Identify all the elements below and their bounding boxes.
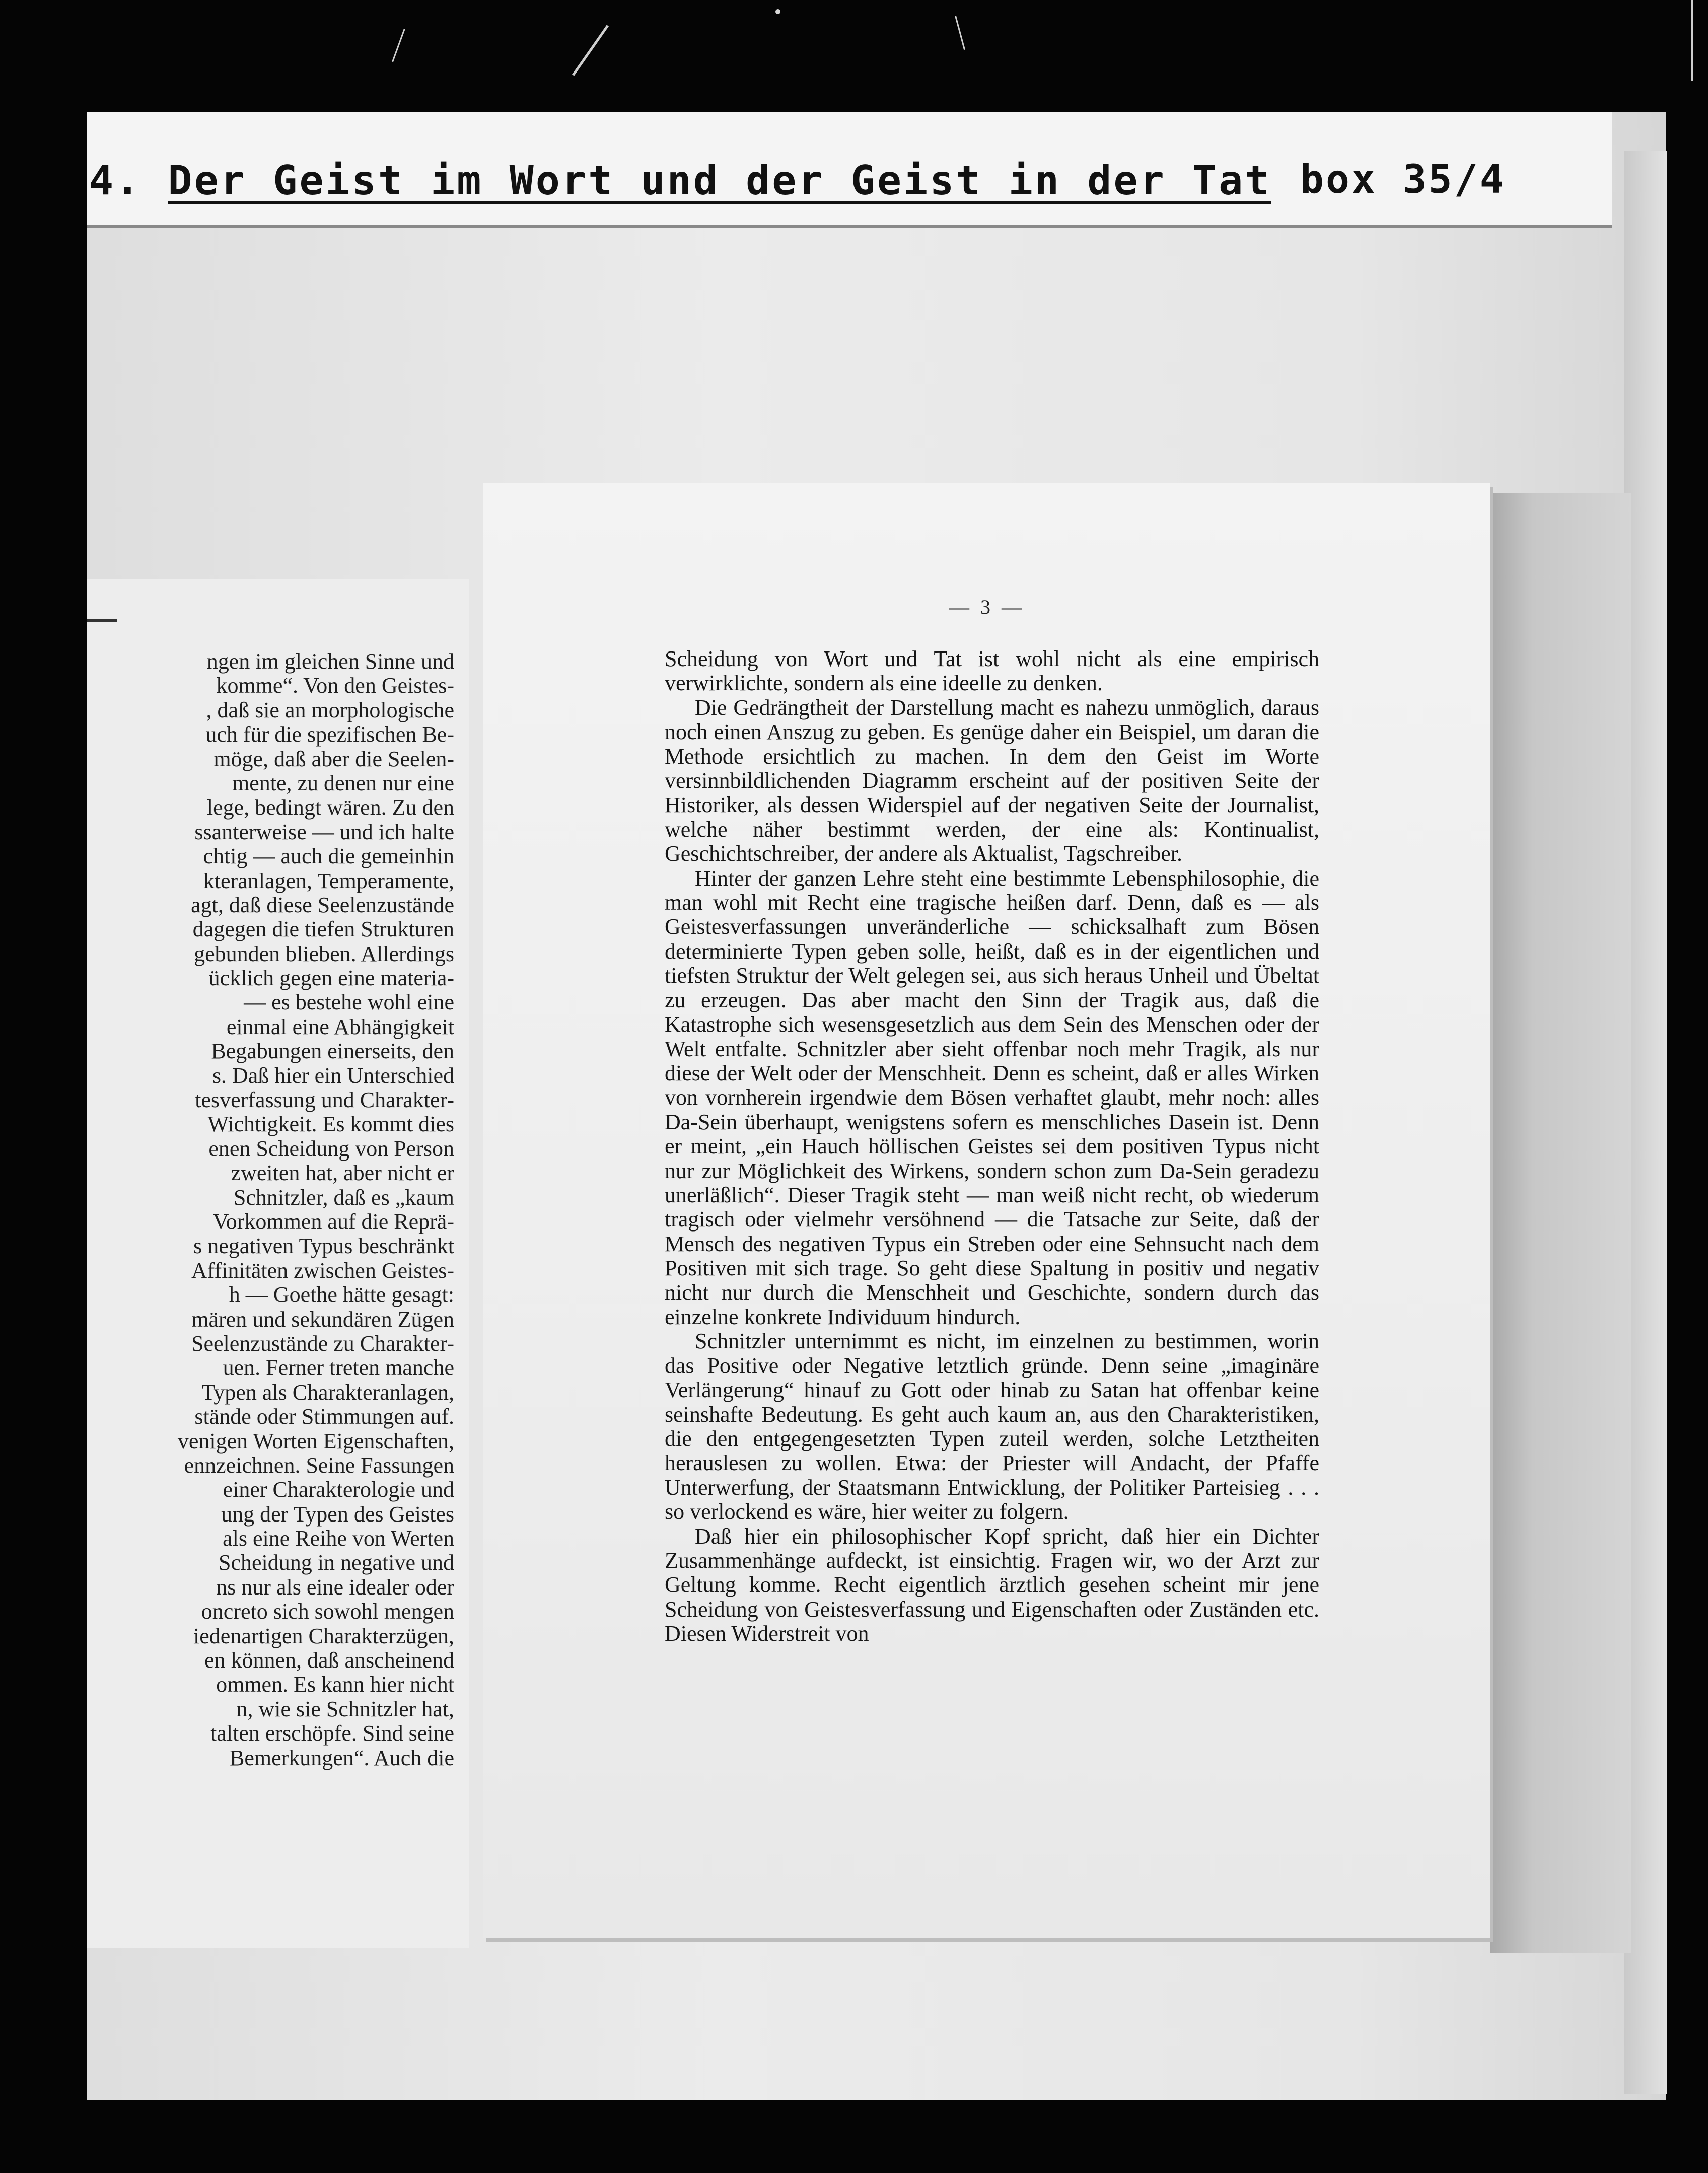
paragraph: Scheidung von Wort und Tat ist wohl nicht als eine empirisch verwirklichte, sondern als eine ideelle zu denken. (665, 646, 1319, 696)
left-page-line: ommen. Es kann hier nicht (216, 1672, 454, 1697)
film-speck (775, 9, 780, 14)
left-page-line: ennzeichnen. Seine Fassungen (184, 1453, 454, 1478)
film-scratch (572, 25, 609, 76)
left-page-line: kteranlagen, Temperamente, (203, 868, 454, 893)
left-page-line: ssanterweise — und ich halte (194, 819, 454, 844)
left-page-line: chtig — auch die gemeinhin (203, 844, 454, 869)
left-page-line: agt, daß diese Seelenzustände (191, 892, 454, 917)
newspaper-clipping (483, 483, 1490, 1938)
left-page-line: Scheidung in negative und (218, 1550, 454, 1575)
left-page-line: h — Goethe hätte gesagt: (229, 1282, 454, 1308)
header-label (87, 112, 1612, 228)
left-page-line: Bemerkungen“. Auch die (230, 1745, 454, 1770)
left-page-line: als eine Reihe von Werten (223, 1526, 454, 1551)
left-page-line: n, wie sie Schnitzler hat, (236, 1696, 454, 1721)
left-page-line: iedenartigen Charakterzügen, (193, 1623, 454, 1648)
left-page-line: ns nur als eine idealer oder (216, 1574, 454, 1600)
left-page-line: gebunden blieben. Allerdings (194, 941, 454, 966)
page-number: — 3 — (949, 596, 1025, 618)
left-page-line: mären und sekundären Zügen (191, 1307, 454, 1332)
left-page-line: talten erschöpfe. Sind seine (210, 1721, 454, 1746)
left-page-line: ngen im gleichen Sinne und (206, 649, 454, 674)
left-page-line: , daß sie an morphologische (206, 697, 454, 722)
left-page-line: s negativen Typus beschränkt (193, 1234, 454, 1259)
clipping-shadow (1490, 493, 1631, 1953)
paragraph: Daß hier ein philosophischer Kopf spricht, daß hier ein Dichter Zusammenhänge aufdeckt, ist einsichtig. Fragen wir, wo der Arzt zur Geltung komme. Recht eigentlich ärztlich gesehen scheint mir jene Scheidung von Geistesverfassung und Eigenschaften oder Zuständen etc. Diesen Widerstreit von (665, 1524, 1319, 1646)
left-page-line: venigen Worten Eigenschaften, (177, 1428, 454, 1454)
left-page-text (87, 649, 454, 1770)
left-page-line: Typen als Charakteranlagen, (201, 1380, 454, 1405)
left-page-line: Affinitäten zwischen Geistes- (191, 1258, 454, 1283)
paragraph: Die Gedrängtheit der Darstellung macht es nahezu unmöglich, daraus noch einen Anszug zu geben. Es genüge daher ein Beispiel, um daran die Methode ersichtlich zu machen. In dem den Geist im Worte versinnbildlichenden Diagramm erscheint auf der positiven Seite der Historiker, als dessen Widerspiel auf der negativen Seite der Journalist, welche näher bestimmt werden, der eine als: Kontinualist, Geschichtschreiber, der andere als Aktualist, Tagschreiber. (665, 695, 1319, 866)
left-page-line: einmal eine Abhängigkeit (226, 1014, 454, 1039)
left-page-line: zweiten hat, aber nicht er (231, 1161, 454, 1186)
paragraph: Hinter der ganzen Lehre steht eine bestimmte Lebensphilosophie, die man wohl mit Recht eine tragische heißen darf. Denn, daß es — als Geistesverfassungen unveränderliche — schicksalhaft zum Bösen determinierte Typen geben solle, heißt, daß es in der eigentlichen und tiefsten Struktur der Welt gelegen sei, aus sich heraus Unheil und Übeltat zu erzeugen. Das aber macht den Sinn der Tragik aus, daß die Katastrophe sich wesensgesetzlich aus dem Sein des Menschen oder der Welt entfalte. Schnitzler aber sieht offenbar noch mehr Tragik, als nur diese der Welt oder der Menschheit. Denn es scheint, daß er alles Wirken von vornherein irgendwie dem Bösen verhaftet glaubt, mehr noch: alles Da-Sein überhaupt, wenigstens sofern es menschliches Dasein ist. Denn er meint, „ein Hauch höllischen Geistes sei dem positiven Typus nicht nur zur Möglichkeit des Wirkens, sondern schon zum Da-Sein geradezu unerläßlich“. Dieser Tragik steht — man weiß nicht recht, ob wiederum tragisch oder vielmehr versöhnend — die Tatsache zur Seite, daß der Mensch des negativen Typus ein Streben oder eine Sehnsucht nach dem Positiven mit sich trage. So geht diese Spaltung in positiv und negativ nicht nur durch die Menschheit und Geschichte, sondern durch das einzelne konkrete Individuum hindurch. (665, 865, 1319, 1329)
left-page-line: oncreto sich sowohl mengen (201, 1599, 454, 1624)
article-text (665, 647, 1319, 1646)
film-scratch (392, 29, 405, 62)
left-page-line: komme“. Von den Geistes- (216, 673, 454, 698)
left-page-line: s. Daß hier ein Unterschied (212, 1063, 454, 1088)
left-page (87, 579, 469, 1948)
left-page-line: tesverfassung und Charakter- (195, 1088, 454, 1113)
left-page-line: Begabungen einerseits, den (211, 1039, 454, 1064)
left-page-line: ung der Typen des Geistes (221, 1501, 454, 1527)
left-page-line: Wichtigkeit. Es kommt dies (207, 1112, 454, 1137)
label-title-text: Der Geist im Wort und der Geist in der Tat (168, 157, 1271, 204)
left-page-line: Schnitzler, daß es „kaum (233, 1185, 454, 1210)
paragraph: Schnitzler unternimmt es nicht, im einzelnen zu bestimmen, worin das Positive oder Negative letztlich gründe. Denn seine „imaginäre Verlängerung“ hinauf zu Gott oder hinab zu Satan hat offenbar keine seinshafte Bedeutung. Es geht auch kaum an, aus den Charakteristiken, die den entgegengesetzten Typen zuteil werden, solche Letztheiten herauslesen zu wollen. Etwa: der Priester will Andacht, der Pfaffe Unterwerfung, der Staatsmann Entwicklung, der Politiker Parteisieg . . . so verlockend es wäre, hier weiter zu folgern. (665, 1329, 1319, 1525)
film-scratch (1691, 0, 1693, 81)
label-title (89, 157, 1348, 204)
left-page-line: mente, zu denen nur eine (232, 770, 454, 795)
left-page-line: en können, daß anscheinend (204, 1648, 454, 1673)
left-page-line: lege, bedingt wären. Zu den (206, 795, 454, 820)
left-page-line: stände oder Stimmungen auf. (194, 1404, 454, 1429)
left-page-line: Seelenzustände zu Charakter- (191, 1331, 454, 1356)
left-rule (87, 619, 117, 622)
left-page-line: uen. Ferner treten manche (223, 1355, 454, 1381)
left-page-line: uch für die spezifischen Be- (205, 722, 454, 747)
left-page-line: — es bestehe wohl eine (244, 990, 454, 1015)
left-page-line: ücklich gegen eine materia- (208, 966, 454, 991)
film-scratch (955, 16, 965, 50)
left-page-line: enen Scheidung von Person (208, 1136, 454, 1161)
left-page-line: Vorkommen auf die Reprä- (212, 1209, 454, 1234)
left-page-line: möge, daß aber die Seelen- (214, 746, 454, 771)
label-number: 4. (89, 157, 142, 204)
label-box: box 35/4 (1300, 157, 1506, 202)
left-page-line: einer Charakterologie und (223, 1477, 454, 1502)
left-page-line: dagegen die tiefen Strukturen (192, 917, 454, 942)
